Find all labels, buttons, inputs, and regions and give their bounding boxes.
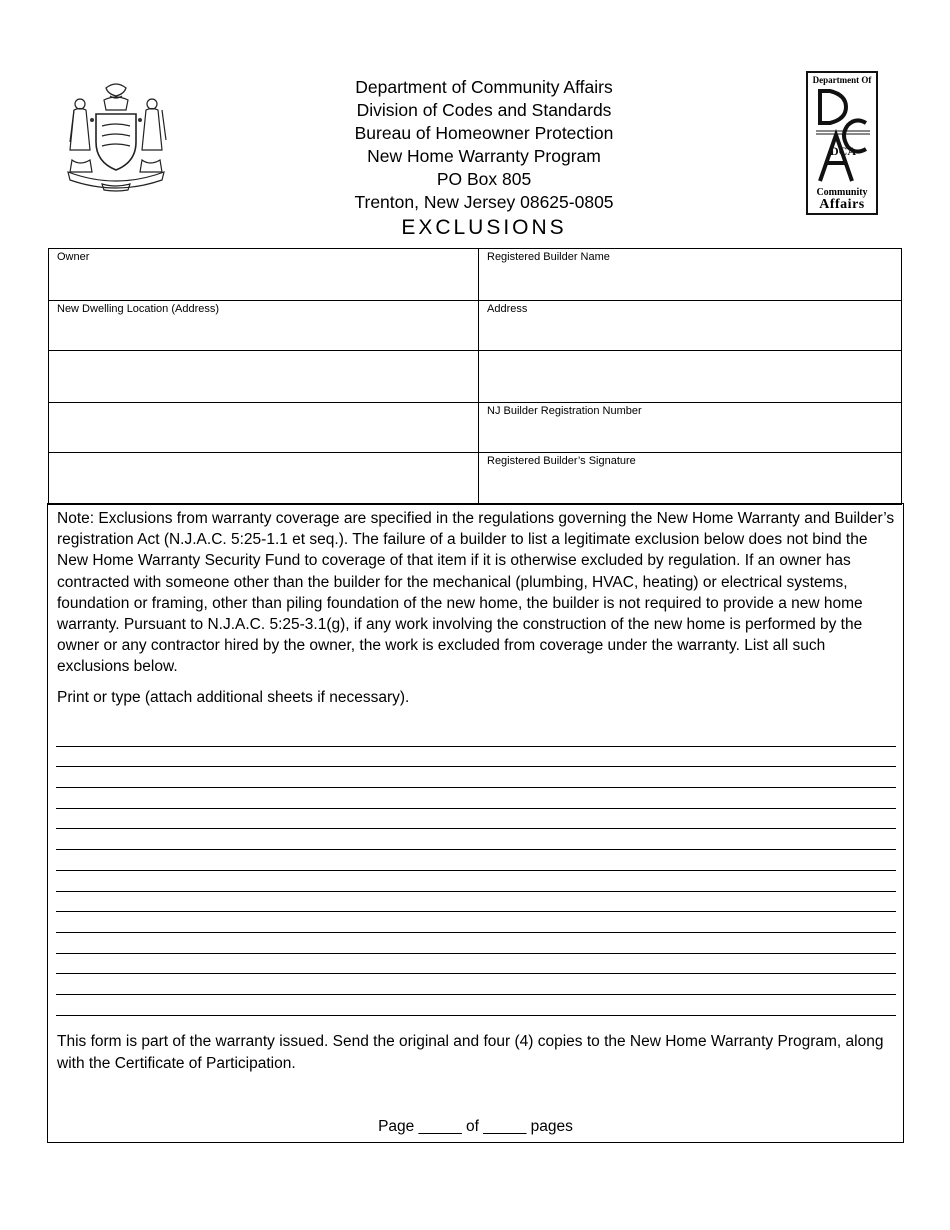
exclusion-entry-lines (56, 726, 896, 1016)
exclusion-line[interactable] (56, 726, 896, 747)
header-line-po-box: PO Box 805 (436, 169, 532, 189)
dwelling-location-field-4[interactable] (49, 453, 479, 505)
dwelling-location-field-3[interactable] (49, 403, 479, 453)
owner-label: Owner (57, 251, 90, 263)
nj-state-seal-logo (62, 80, 170, 192)
exclusion-line[interactable] (56, 995, 896, 1016)
agency-header (280, 76, 688, 214)
exclusion-line[interactable] (56, 747, 896, 768)
exclusions-note: Note: Exclusions from warranty coverage are specified in the regulations governing the New Home Warranty and Builder’s registration Act (N.J.A.C. 5:25-1.1 et seq.). The failure of a builder to list a legitimate exclusion below does not bind the New Home Warranty Security Fund to coverage of that item if it is otherwise excluded by regulation. If an owner has contracted with someone other than the builder for the mechanical (plumbing, HVAC, heating) or electrical systems, foundation or framing, other than piling foundation of the new home, the builder is not required to provide a new home warranty. Pursuant to N.J.A.C. 5:25-3.1(g), if any work involving the construction of the new home is performed by the owner or any contractor hired by the owner, the work is excluded from coverage under the warranty. List all such exclusions below. (57, 510, 895, 676)
dca-logo-top-text: Department Of (812, 75, 872, 85)
registration-number-field[interactable] (479, 403, 902, 453)
dwelling-location-field-2[interactable] (49, 351, 479, 403)
exclusion-line[interactable] (56, 933, 896, 954)
header-line-department: Department of Community Affairs (355, 77, 613, 97)
nj-state-seal-icon (62, 80, 170, 192)
dwelling-location-label: New Dwelling Location (Address) (57, 303, 220, 315)
builder-address-label: Address (487, 303, 528, 315)
exclusions-box (47, 503, 904, 1143)
exclusion-line[interactable] (56, 788, 896, 809)
builder-address-field-2[interactable] (479, 351, 902, 403)
exclusion-line[interactable] (56, 767, 896, 788)
header-line-program: New Home Warranty Program (367, 146, 601, 166)
header-line-city: Trenton, New Jersey 08625-0805 (354, 192, 614, 212)
exclusion-line[interactable] (56, 974, 896, 995)
header-line-bureau: Bureau of Homeowner Protection (354, 123, 614, 143)
exclusion-line[interactable] (56, 912, 896, 933)
exclusion-line[interactable] (56, 829, 896, 850)
exclusion-line[interactable] (56, 954, 896, 975)
owner-field[interactable] (49, 249, 479, 301)
builder-name-field[interactable] (479, 249, 902, 301)
header-line-division: Division of Codes and Standards (356, 100, 612, 120)
submission-instructions: This form is part of the warranty issued. Send the original and four (4) copies to the New Home Warranty Program, along with the Certificate of Participation. (57, 1033, 884, 1072)
form-title: EXCLUSIONS (401, 216, 567, 239)
registration-number-label: NJ Builder Registration Number (487, 405, 642, 417)
form-info-grid (48, 248, 902, 505)
builder-address-field[interactable] (479, 301, 902, 351)
dca-logo-community: Community (816, 187, 868, 198)
page-count-line: Page _____ of _____ pages (378, 1118, 573, 1135)
exclusion-line[interactable] (56, 892, 896, 913)
exclusion-line[interactable] (56, 809, 896, 830)
builder-signature-label: Registered Builder’s Signature (487, 455, 636, 467)
print-instruction: Print or type (attach additional sheets if necessary). (57, 689, 410, 706)
dca-logo (806, 71, 878, 215)
dca-letters-text: DCA (830, 144, 856, 158)
exclusion-line[interactable] (56, 871, 896, 892)
exclusion-line[interactable] (56, 850, 896, 871)
builder-signature-field[interactable] (479, 453, 902, 505)
builder-name-label: Registered Builder Name (487, 251, 610, 263)
dwelling-location-field[interactable] (49, 301, 479, 351)
dca-logo-affairs: Affairs (819, 197, 865, 212)
dca-letters-icon (814, 87, 872, 185)
